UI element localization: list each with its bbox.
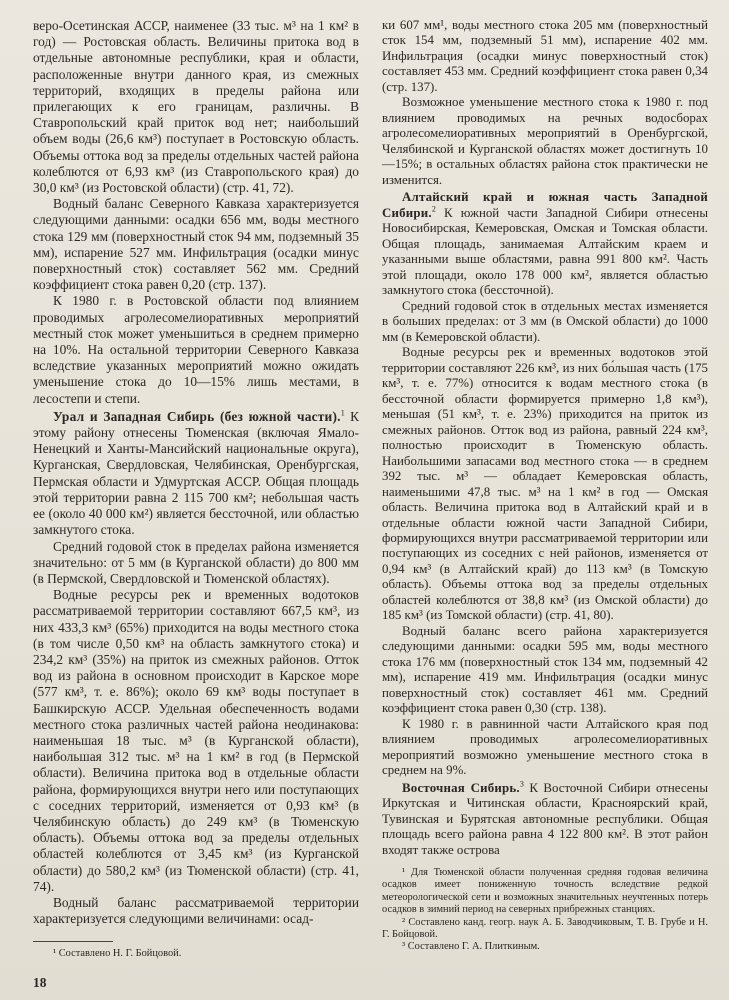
right-footnotes <box>382 867 708 954</box>
left-paragraph-4: Средний годовой сток в пределах района изменяется значительно: от 5 мм (в Курганской области) до 800 мм (в Пермской, Свердловской и Тюменской областях). <box>33 538 359 586</box>
section-ural-text: К этому району отнесены Тюменская (включая Ямало-Ненецкий и Ханты-Мансийский национальные округа), Курганская, Свердловская, Челябинская, Оренбургская, Пермская области и Удмуртская АССР. Общая площадь этой территории равна 2 115 700 км²; небольшая часть ее (около 40 000 км²) является бессточной, или областью замкнутого стока. <box>33 408 359 538</box>
left-paragraph-3: К 1980 г. в Ростовской области под влиянием проводимых агролесомелиоративных мероприятий местный сток может уменьшиться в среднем примерно на 10%. На остальной территории Северного Кавказа вследствие указанных мероприятий можно ожидать уменьшение стока до 10—15% лишь местами, в лесостепи и степи. <box>33 293 359 406</box>
section-altai-text: К южной части Западной Сибири отнесены Новосибирская, Кемеровская, Омская и Томская области. Общая площадь, занимаемая Алтайским краем и указанными выше областями, равна 991 800 км². Часть этой площади, около 178 000 км², является областью замкнутого стока (бессточной). <box>382 205 708 298</box>
section-east-siberia-footnote-ref: 3 <box>519 779 524 789</box>
footnote-1: ¹ Для Тюменской области полученная средняя годовая величина осадков имеет пониженную точность вследствие редкой метеорологической сети и возможных значительных неучтенных потерь осадков в зимний период на северных прибрежных станциях. <box>382 867 708 916</box>
section-east-siberia <box>382 781 708 858</box>
left-paragraph-1: веро-Осетинская АССР, наименее (33 тыс. м³ на 1 км² в год) — Ростовская область. Величины притока вод в отдельные автономные республики, края и области, расположенные внутри данного края, из смежных территорий, входящих в пределы района или прилегающих к его границам, различны. В Ставропольский край приток вод нет; наибольший объем воды (26,6 км³) поступает в Ростовскую область. Объемы оттока вод за пределы отдельных частей района колеблются от 6,93 км³ (из Ставропольского края) до 30,0 км³ (из Ростовской области) (стр. 41, 72). <box>33 18 359 196</box>
right-paragraph-6: К 1980 г. в равнинной части Алтайского края под влиянием проводимых агролесомелиоративных мероприятий возможно уменьшение местного стока в среднем на 9%. <box>382 716 708 778</box>
section-east-siberia-title: Восточная Сибирь. <box>402 780 520 795</box>
left-paragraph-6: Водный баланс рассматриваемой территории характеризуется следующими величинами: осад- <box>33 894 359 927</box>
footnote-2: ² Составлено канд. геогр. наук А. Б. Заводчиковым, Т. В. Грубе и Н. Г. Бойцовой. <box>382 916 708 941</box>
footnote-divider <box>33 941 113 942</box>
right-column <box>382 18 708 858</box>
section-ural-title: Урал и Западная Сибирь (без южной части). <box>53 408 341 424</box>
section-east-siberia-text: К Восточной Сибири отнесены Иркутская и Читинская области, Красноярский край, Тувинская и Бурятская автономные республики. Общая площадь всего района равна 4 122 800 км². В этот район входят также острова <box>382 780 708 857</box>
right-paragraph-2: Возможное уменьшение местного стока к 1980 г. под влиянием проводимых на речных водосборах агролесомелиоративных мероприятий в Оренбургской, Челябинской и Курганской областях может достигнуть 10—15%; в остальных областях района сток практически не изменится. <box>382 95 708 187</box>
section-altai-footnote-ref: 2 <box>431 204 436 214</box>
right-paragraph-4: Водные ресурсы рек и временных водотоков этой территории составляют 226 км³, из них бо́льшая часть (175 км³, т. е. 77%) относится к водам местного стока (в бессточной области формируется примерно 1,8 км³), меньшая (51 км³, т. е. 23%) приходится на приток из смежных районов. Отток вод из района, равный 224 км³, полностью происходит в Тюменскую область. Наибольшими запасами вод местного стока — в среднем 392 тыс. м³ — обладает Кемеровская область, наименьшими 47,8 тыс. м³ на 1 км² в год — Омская область. Величина притока вод в Алтайский край и в отдельные области южной части Западной Сибири, формирующихся внутри рассматриваемой территории или поступающих из соседних с ней районов, изменяется от 0,94 км³ (в Алтайский край) до 113 км³ (в Томскую область). Объемы оттока вод за пределы отдельных областей колеблются от 38,8 км³ (из Омской области) до 185 км³ (из Томской области) (стр. 41, 80). <box>382 345 708 623</box>
section-altai <box>382 190 708 298</box>
left-footnote: ¹ Составлено Н. Г. Бойцовой. <box>53 948 182 959</box>
section-ural-footnote-ref: 1 <box>340 408 345 418</box>
footnote-3: ³ Составлено Г. А. Плиткиным. <box>402 941 540 953</box>
section-ural <box>33 409 359 539</box>
right-paragraph-3: Средний годовой сток в отдельных местах изменяется в больших пределах: от 3 мм (в Омской области) до 1000 мм (в Кемеровской области). <box>382 298 708 344</box>
section-altai-title: Алтайский край и южная часть Западной Сибири. <box>382 190 708 220</box>
left-paragraph-2: Водный баланс Северного Кавказа характеризуется следующими данными: осадки 656 мм, воды местного стока 129 мм (поверхностный сток 94 мм, подземный 35 мм), испарение 527 мм. Инфильтрация (осадки минус поверхностный сток) составляет 562 мм. Средний коэффициент стока равен 0,20 (стр. 137). <box>33 196 359 293</box>
page-number: 18 <box>33 975 47 990</box>
left-column <box>33 18 359 927</box>
right-paragraph-1: ки 607 мм¹, воды местного стока 205 мм (поверхностный сток 154 мм, подземный 51 мм), испарение 402 мм. Инфильтрация (осадки минус поверхностный сток) составляет 453 мм. Средний коэффициент стока равен 0,34 (стр. 137). <box>382 18 708 94</box>
right-paragraph-5: Водный баланс всего района характеризуется следующими данными: осадки 595 мм, воды местного стока 176 мм (поверхностный сток 134 мм, подземный 42 мм), испарение 419 мм. Инфильтрация (осадки минус поверхностный сток) составляет 461 мм. Средний коэффициент стока равен 0,30 (стр. 138). <box>382 623 708 716</box>
left-paragraph-5: Водные ресурсы рек и временных водотоков рассматриваемой территории составляют 667,5 км³, из них 433,3 км³ (65%) приходится на воды местного стока (в том числе 0,50 км³ на область замкнутого стока) и 234,2 км³ (35%) на приток из смежных районов. Отток вод из района в основном происходит в Карское море (577 км³, т. е. 86%); около 69 км³ воды поступает в Башкирскую АССР. Удельная обеспеченность водами местного стока различных частей района неодинакова: наименьшая 18 тыс. м³ (в Курганской области), наибольшая 312 тыс. м³ на 1 км² в год (в Пермской области). Величина притока вод в отдельные области района, формирующихся внутри него или поступающих с соседних территорий, изменяется от 0,93 км³ (в Челябинскую область) до 249 км³ (в Тюменскую область). Объемы оттока вод за пределы отдельных областей колеблются от 3,45 км³ (из Курганской области) до 580,2 км³ (из Тюменской области) (стр. 41, 74). <box>33 587 359 894</box>
